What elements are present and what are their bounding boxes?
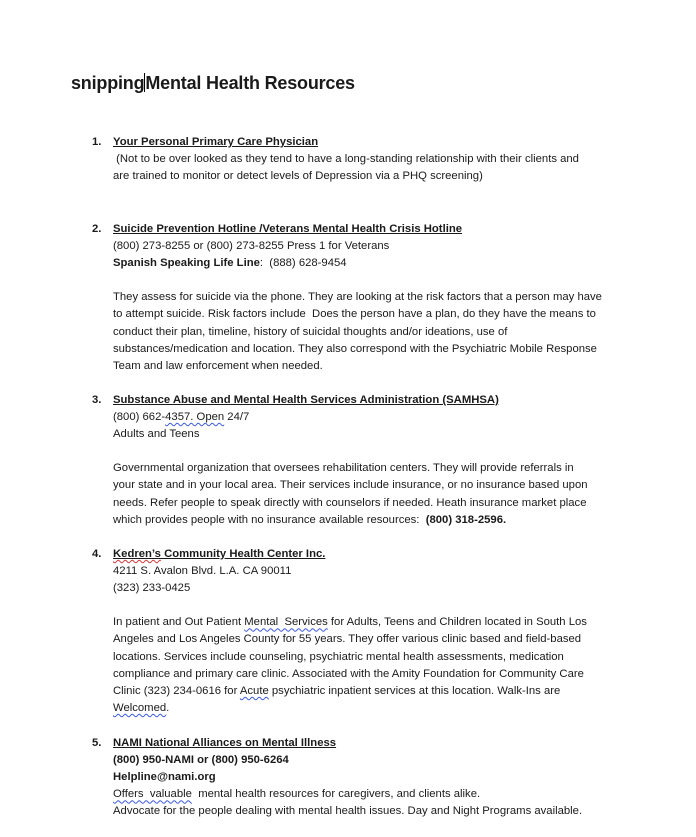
item-text-line [113,512,632,529]
page-title [71,73,355,94]
title-text: Mental Health Resources [145,73,355,93]
item-text-line [113,614,632,631]
text-part: Clinic (323) 234-0616 for [113,684,240,697]
samhsa-phone [113,409,632,426]
text-part: In patient and Out Patient [113,616,245,629]
item-text-line: compliance and primary care clinic. Associated with the Amity Foundation for Community Care [113,667,584,680]
item-heading: Your Personal Primary Care Physician [113,136,319,148]
text-part: which provides people with no insurance available resources: [113,513,426,526]
spanish-phone: : (888) 628-9454 [259,257,347,270]
text-part-flagged: Offers valuable [113,788,192,801]
spanish-label: Spanish Speaking Life Line [113,257,260,270]
audience-text: Adults and Teens [113,428,200,441]
item-text-line: your state and in your local area. Their services include insurance, or no insurance based upon [113,479,588,492]
item-text-line: to attempt suicide. Risk factors include Does the person have a plan, do they have the means to [113,308,596,321]
heading-part-flagged: Kedren’s [113,548,161,560]
nami-email: Helpline@nami.org [113,771,216,784]
nami-phone: (800) 950-NAMI or (800) 950-6264 [113,754,289,767]
text-part: psychiatric inpatient services at this location. Walk-Ins are [268,684,561,697]
hotline-phone: (800) 273-8255 or (800) 273-8255 Press 1 for Veterans [113,240,390,253]
item-heading: NAMI National Alliances on Mental Illness [113,737,337,749]
item-heading: Substance Abuse and Mental Health Services Administration (SAMHSA) [113,394,499,406]
item-text-line: needs. Refer people to speak directly with counselors if needed. Heath insurance market place [113,496,587,509]
kedren-phone: (323) 233-0425 [113,582,191,595]
text-part: . [166,701,170,714]
spanish-line [113,255,632,272]
text-part-flagged: Welcomed [113,701,167,714]
item-text-line: Advocate for the people dealing with mental health issues. Day and Night Programs available. [113,805,583,818]
item-number: 4. [92,548,102,560]
phone-part-flagged: 4357. Open [165,411,225,424]
item-heading [113,546,632,563]
item-number: 2. [92,223,102,235]
text-part: mental health resources for caregivers, and clients alike. [191,788,481,801]
item-text-line [113,700,632,717]
address-text: 4211 S. Avalon Blvd. L.A. CA 90011 [113,565,292,578]
item-text-line: locations. Services include counseling, psychiatric mental health assessments, medication [113,650,564,663]
resource-item-5 [92,735,632,820]
item-number: 5. [92,737,102,749]
marketplace-phone: (800) 318-2596. [425,513,507,526]
resource-item-3 [92,392,632,529]
phone-part: 24/7 [224,411,250,424]
text-part-flagged: Mental Services [244,616,328,629]
resource-item-2 [92,221,632,375]
item-text-line: (Not to be over looked as they tend to have a long-standing relationship with their clients and [113,153,579,166]
phone-part: (800) 662- [113,411,166,424]
item-text-line: They assess for suicide via the phone. They are looking at the risk factors that a person may have [113,291,602,304]
item-number: 1. [92,136,102,148]
item-text-line [113,683,632,700]
text-part-flagged: Acute [239,684,269,697]
item-heading: Suicide Prevention Hotline /Veterans Mental Health Crisis Hotline [113,223,463,235]
resource-item-1 [92,134,632,185]
item-number: 3. [92,394,102,406]
item-text-line: Team and law enforcement when needed. [113,359,323,372]
item-text-line: substances/medication and location. They also correspond with the Psychiatric Mobile Response [113,342,597,355]
item-text-line: Governmental organization that oversees rehabilitation centers. They will provide referrals in [113,462,574,475]
item-text-line: are trained to monitor or detect levels of Depression via a PHQ screening) [113,170,483,183]
heading-part: Community Health Center Inc. [160,548,326,560]
resource-item-4 [92,546,632,717]
item-text-line: Angeles and Los Angeles County for 55 years. They offer various clinic based and field-based [113,633,582,646]
item-text-line [113,786,632,803]
title-prefix: snipping [71,73,145,93]
text-part: for Adults, Teens and Children located in South Los [327,616,587,629]
item-text-line: conduct their plan, timeline, history of suicidal thoughts and/or ideations, use of [113,325,508,338]
